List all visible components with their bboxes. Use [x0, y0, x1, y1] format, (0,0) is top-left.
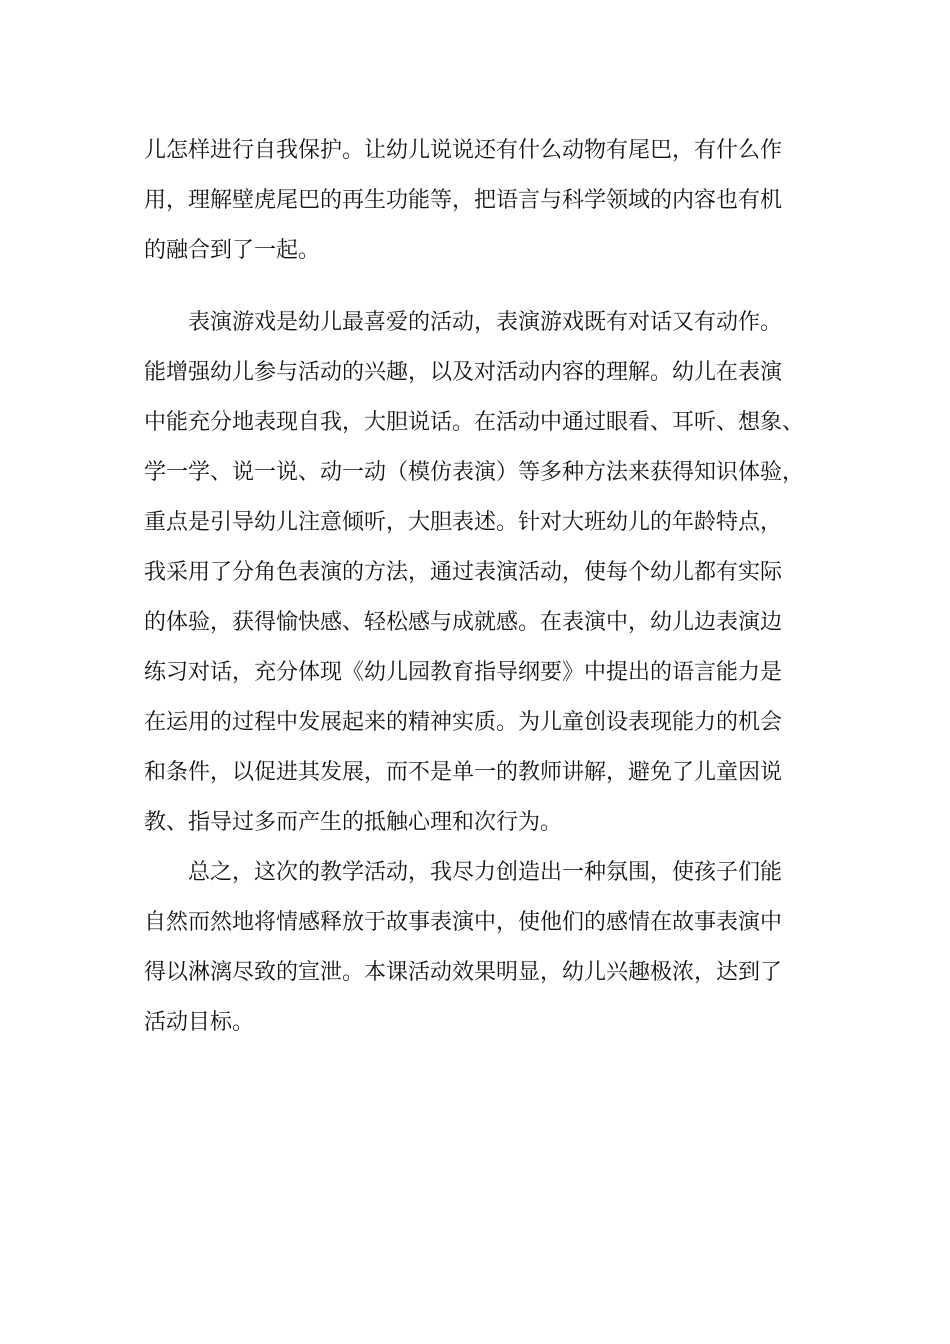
text-line: 儿怎样进行自我保护。让幼儿说说还有什么动物有尾巴，有什么作 [144, 138, 783, 163]
text-line: 的融合到了一起。 [144, 238, 321, 263]
text-line: 的体验，获得愉快感、轻松感与成就感。在表演中，幼儿边表演边 [144, 610, 783, 635]
text-line: 重点是引导幼儿注意倾听，大胆表述。针对大班幼儿的年龄特点， [144, 510, 783, 535]
text-line: 能增强幼儿参与活动的兴趣，以及对活动内容的理解。幼儿在表演 [144, 360, 783, 385]
text-line: 我采用了分角色表演的方法，通过表演活动，使每个幼儿都有实际 [144, 560, 783, 585]
text-line: 和条件，以促进其发展，而不是单一的教师讲解，避免了儿童因说 [144, 760, 783, 785]
text-line: 在运用的过程中发展起来的精神实质。为儿童创设表现能力的机会 [144, 710, 783, 735]
text-line: 中能充分地表现自我，大胆说话。在活动中通过眼看、耳听、想象、 [144, 410, 805, 435]
text-line: 自然而然地将情感释放于故事表演中，使他们的感情在故事表演中 [144, 910, 783, 935]
text-line: 得以淋漓尽致的宣泄。本课活动效果明显，幼儿兴趣极浓，达到了 [144, 960, 783, 985]
text-line: 总之，这次的教学活动，我尽力创造出一种氛围，使孩子们能 [188, 860, 783, 885]
text-line: 练习对话，充分体现《幼儿园教育指导纲要》中提出的语言能力是 [144, 660, 783, 685]
text-line: 活动目标。 [144, 1010, 255, 1035]
text-line: 教、指导过多而产生的抵触心理和次行为。 [144, 810, 563, 835]
text-line: 学一学、说一说、动一动（模仿表演）等多种方法来获得知识体验， [144, 460, 805, 485]
text-line: 表演游戏是幼儿最喜爱的活动，表演游戏既有对话又有动作。 [188, 310, 783, 335]
text-line: 用，理解壁虎尾巴的再生功能等，把语言与科学领域的内容也有机 [144, 188, 783, 213]
